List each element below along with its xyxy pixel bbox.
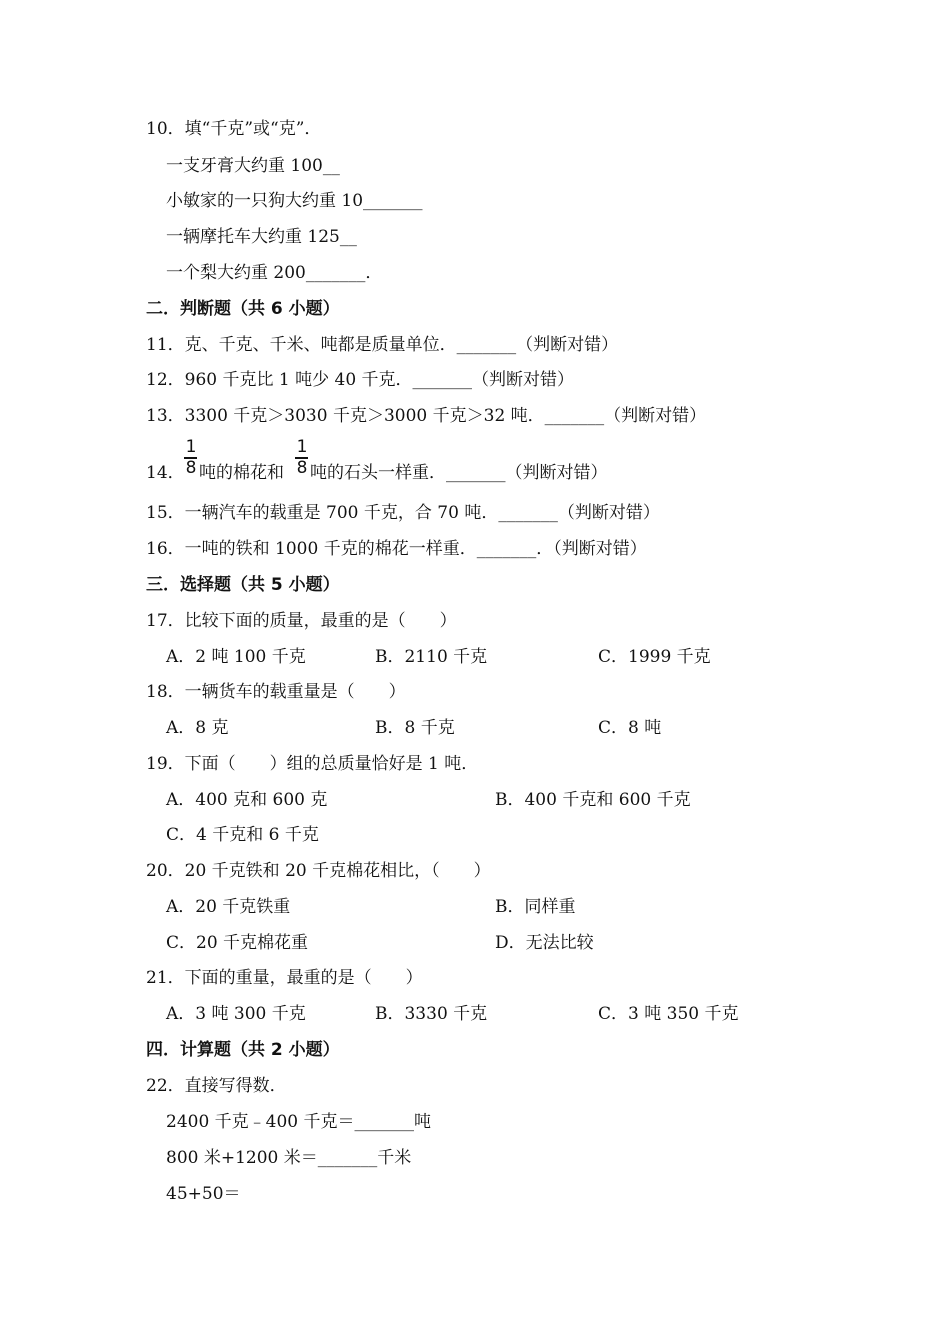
q21: 21．下面的重量，最重的是（ ） (146, 968, 423, 988)
q14-fraction2-denominator: 8 (296, 458, 308, 478)
section-2-heading: 二．判断题（共 6 小题） (146, 299, 340, 319)
q14-prefix: 14． (146, 463, 185, 483)
q14-fraction1-numerator: 1 (185, 437, 197, 457)
q20-option-b: B．同样重 (495, 897, 576, 917)
q22-line2: 800 米+1200 米＝_______千米 (166, 1148, 412, 1168)
q21-option-b: B．3330 千克 (375, 1004, 488, 1024)
q10-title: 10．填“千克”或“克”． (146, 119, 322, 139)
q20: 20．20 千克铁和 20 千克棉花相比，（ ） (146, 861, 491, 881)
q21-option-a: A．3 吨 300 千克 (166, 1004, 306, 1024)
q18-option-b: B．8 千克 (375, 718, 455, 738)
q14-fraction1-denominator: 8 (185, 458, 197, 478)
q14-middle: 吨的棉花和 (199, 463, 284, 483)
q15: 15．一辆汽车的载重是 700 千克，合 70 吨．_______（判断对错） (146, 503, 660, 523)
q16: 16．一吨的铁和 1000 千克的棉花一样重．_______．（判断对错） (146, 539, 647, 559)
q10-line4: 一个梨大约重 200_______． (166, 263, 383, 283)
q12: 12．960 千克比 1 吨少 40 千克．_______（判断对错） (146, 370, 575, 390)
q19-option-b: B．400 千克和 600 千克 (495, 790, 691, 810)
q19-option-a: A．400 克和 600 克 (166, 790, 328, 810)
q18-option-a: A．8 克 (166, 718, 229, 738)
q20-option-a: A．20 千克铁重 (166, 897, 291, 917)
q20-option-c: C．20 千克棉花重 (166, 933, 309, 953)
q18-option-c: C．8 吨 (598, 718, 662, 738)
q22: 22．直接写得数． (146, 1076, 287, 1096)
q22-line3: 45+50＝ (166, 1184, 241, 1204)
section-4-heading: 四．计算题（共 2 小题） (146, 1040, 340, 1060)
q17: 17．比较下面的质量，最重的是（ ） (146, 611, 457, 631)
q14-suffix: 吨的石头一样重．_______（判断对错） (310, 463, 608, 483)
q10-line3: 一辆摩托车大约重 125__ (166, 227, 357, 247)
q17-option-a: A．2 吨 100 千克 (166, 647, 306, 667)
q10-line2: 小敏家的一只狗大约重 10_______ (166, 191, 423, 211)
q17-option-c: C．1999 千克 (598, 647, 711, 667)
q21-option-c: C．3 吨 350 千克 (598, 1004, 739, 1024)
q14-fraction2-numerator: 1 (296, 437, 308, 457)
q19-option-c: C．4 千克和 6 千克 (166, 825, 319, 845)
q10-line1: 一支牙膏大约重 100__ (166, 156, 340, 176)
q13: 13．3300 千克＞3030 千克＞3000 千克＞32 吨．_______（判断对错） (146, 406, 707, 426)
q18: 18．一辆货车的载重量是（ ） (146, 682, 406, 702)
q17-option-b: B．2110 千克 (375, 647, 488, 667)
section-3-heading: 三．选择题（共 5 小题） (146, 575, 340, 595)
q11: 11．克、千克、千米、吨都是质量单位．_______（判断对错） (146, 335, 619, 355)
q22-line1: 2400 千克﹣400 千克＝_______吨 (166, 1112, 432, 1132)
q19: 19．下面（ ）组的总质量恰好是 1 吨． (146, 754, 479, 774)
q20-option-d: D．无法比较 (495, 933, 594, 953)
